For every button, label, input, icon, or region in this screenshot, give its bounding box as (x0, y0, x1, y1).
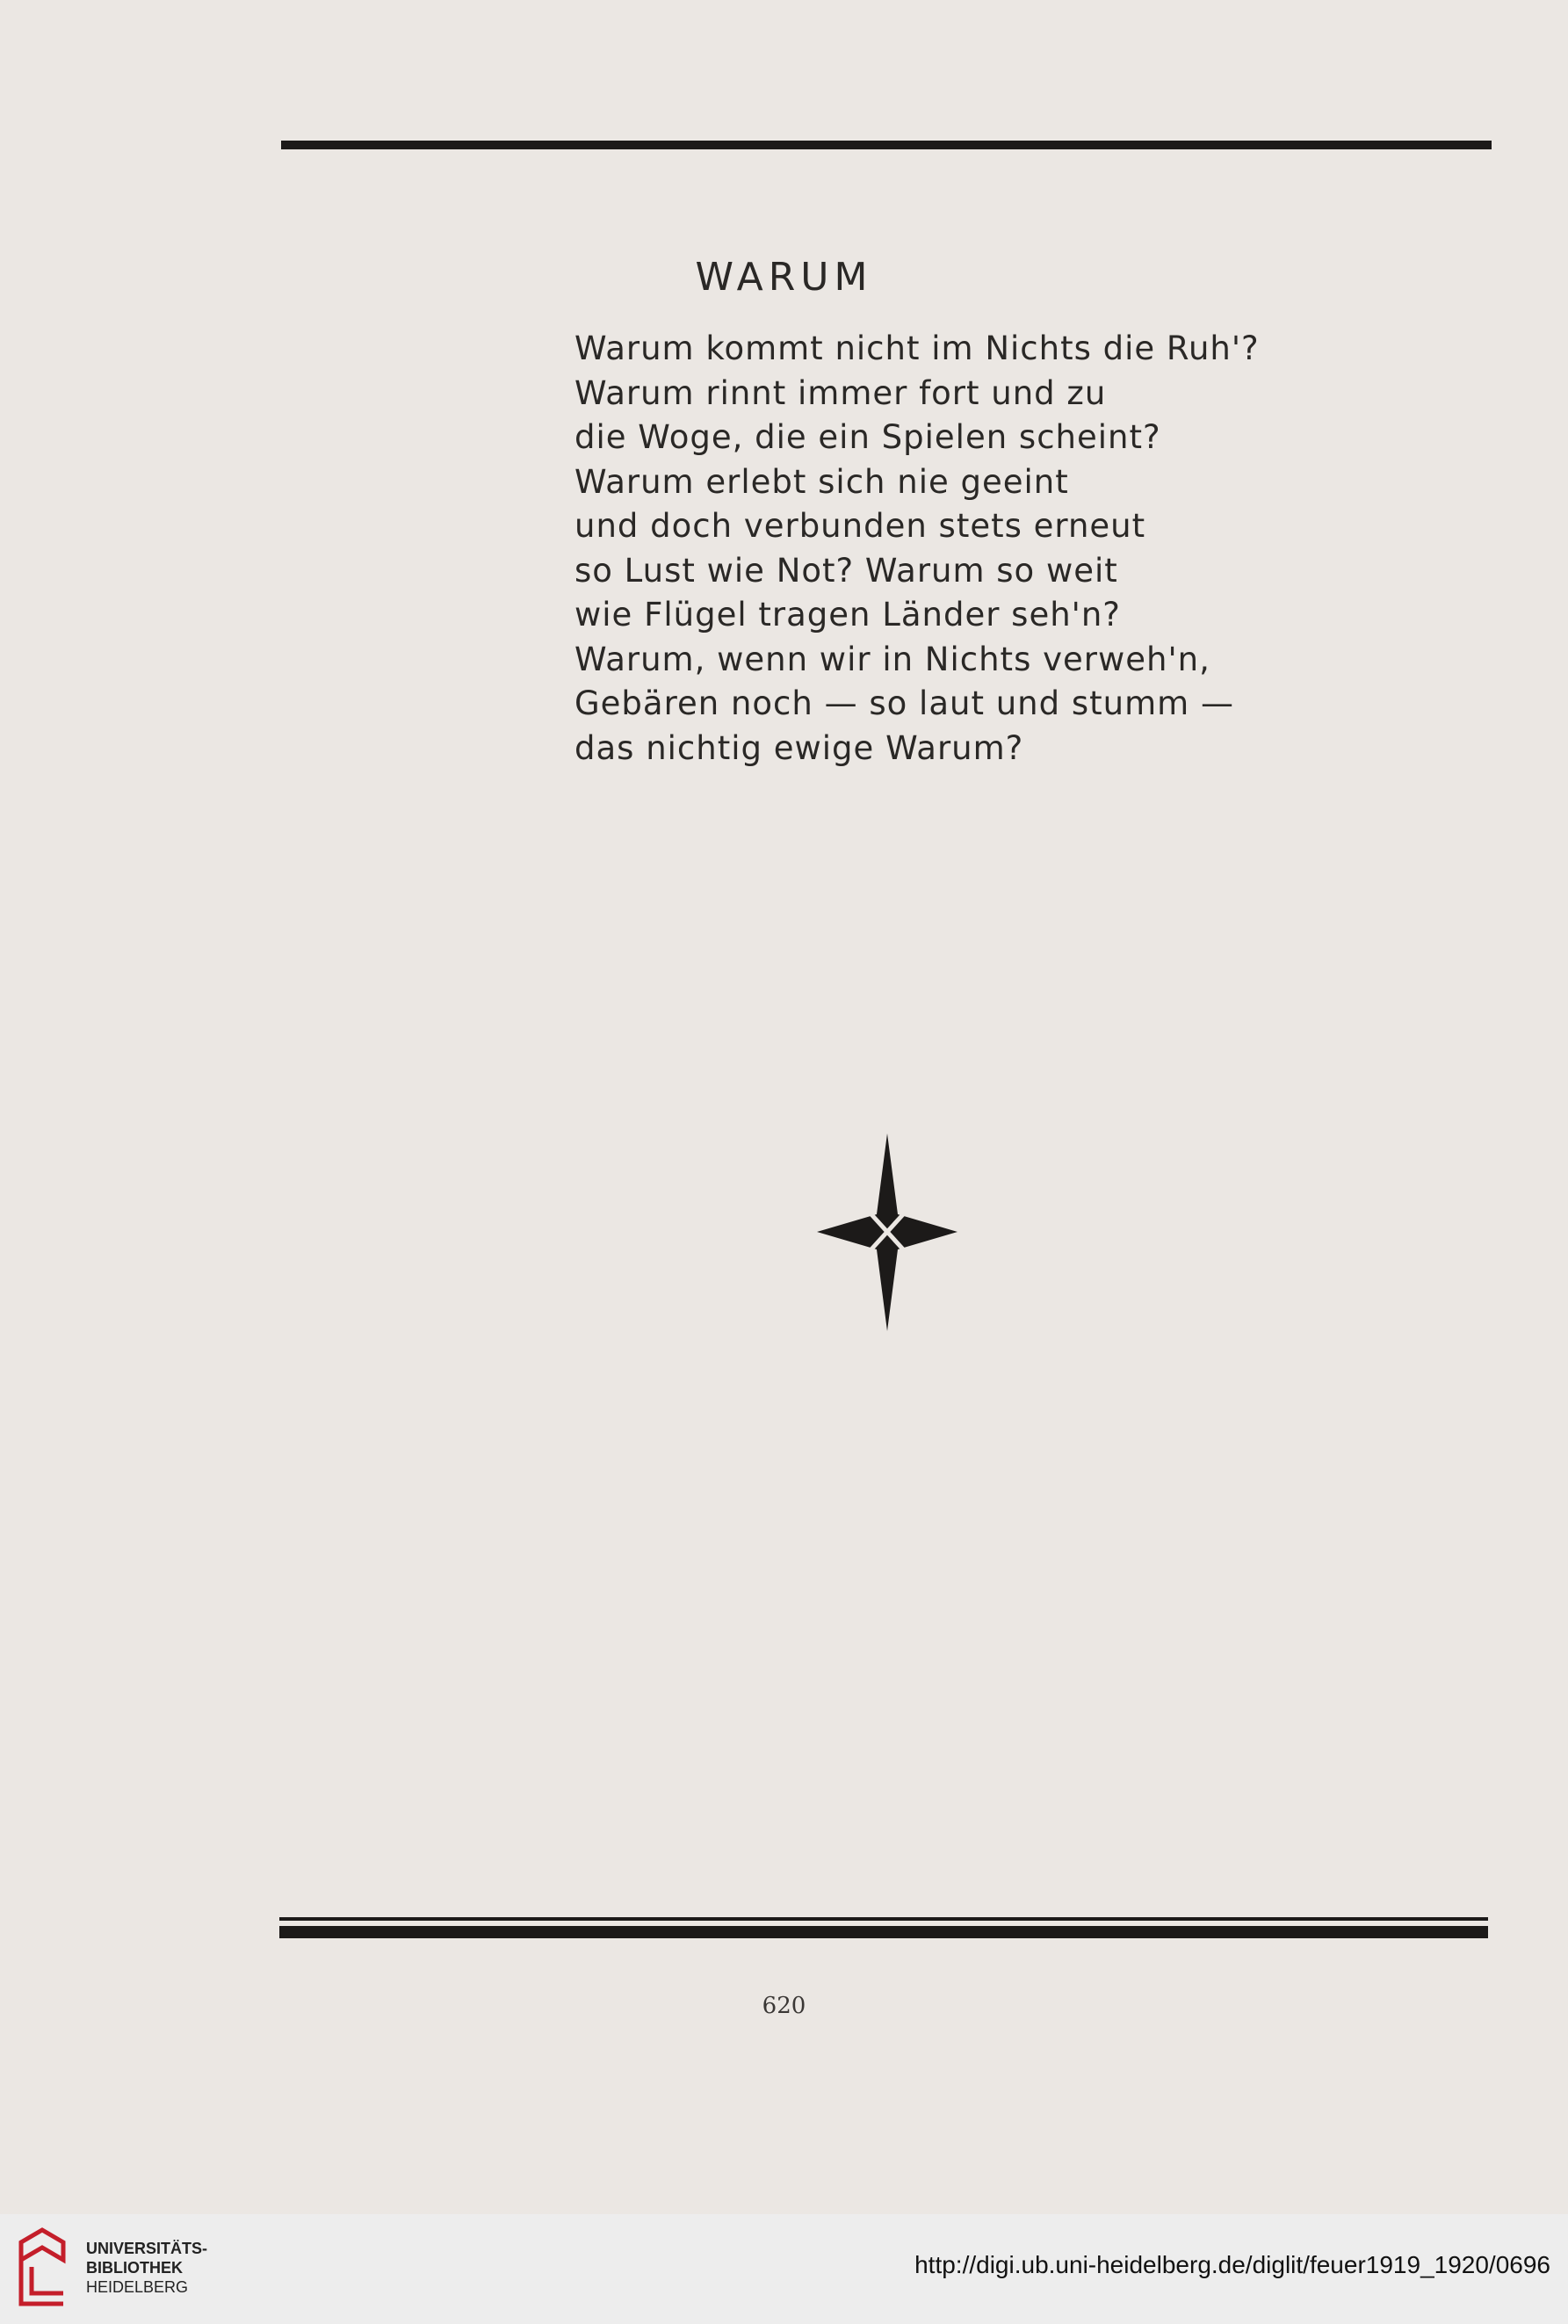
library-name-line2: BIBLIOTHEK (86, 2259, 183, 2277)
poem-body (574, 327, 1260, 771)
star-ornament-icon (817, 1133, 957, 1331)
poem-line: Warum, wenn wir in Nichts verweh'n, (574, 640, 1210, 678)
poem-line: Warum rinnt immer fort und zu (574, 373, 1107, 412)
poem-line: Warum erlebt sich nie geeint (574, 462, 1069, 501)
page-number: 620 (762, 1993, 806, 2019)
poem-line: die Woge, die ein Spielen scheint? (574, 418, 1161, 456)
poem-line: Warum kommt nicht im Nichts die Ruh'? (574, 329, 1260, 367)
poem-line: das nichtig ewige Warum? (574, 728, 1024, 767)
top-rule (281, 141, 1492, 149)
poem-line: wie Flügel tragen Länder seh'n? (574, 596, 1121, 633)
bottom-rule-thick (279, 1926, 1488, 1938)
source-url-link[interactable]: http://digi.ub.uni-heidelberg.de/diglit/feuer1919_1920/0696 (914, 2251, 1550, 2278)
poem-title: WARUM (695, 255, 873, 300)
library-name-line3: HEIDELBERG (86, 2278, 189, 2296)
poem-line: Gebären noch — so laut und stumm — (574, 684, 1234, 722)
bottom-rule-thin (279, 1917, 1488, 1921)
ub-heidelberg-logo-icon (16, 2225, 70, 2313)
library-name-line1: UNIVERSITÄTS- (86, 2240, 208, 2257)
library-name (86, 2239, 207, 2297)
poem-line: so Lust wie Not? Warum so weit (574, 551, 1118, 590)
poem-line: und doch verbunden stets erneut (574, 507, 1146, 545)
